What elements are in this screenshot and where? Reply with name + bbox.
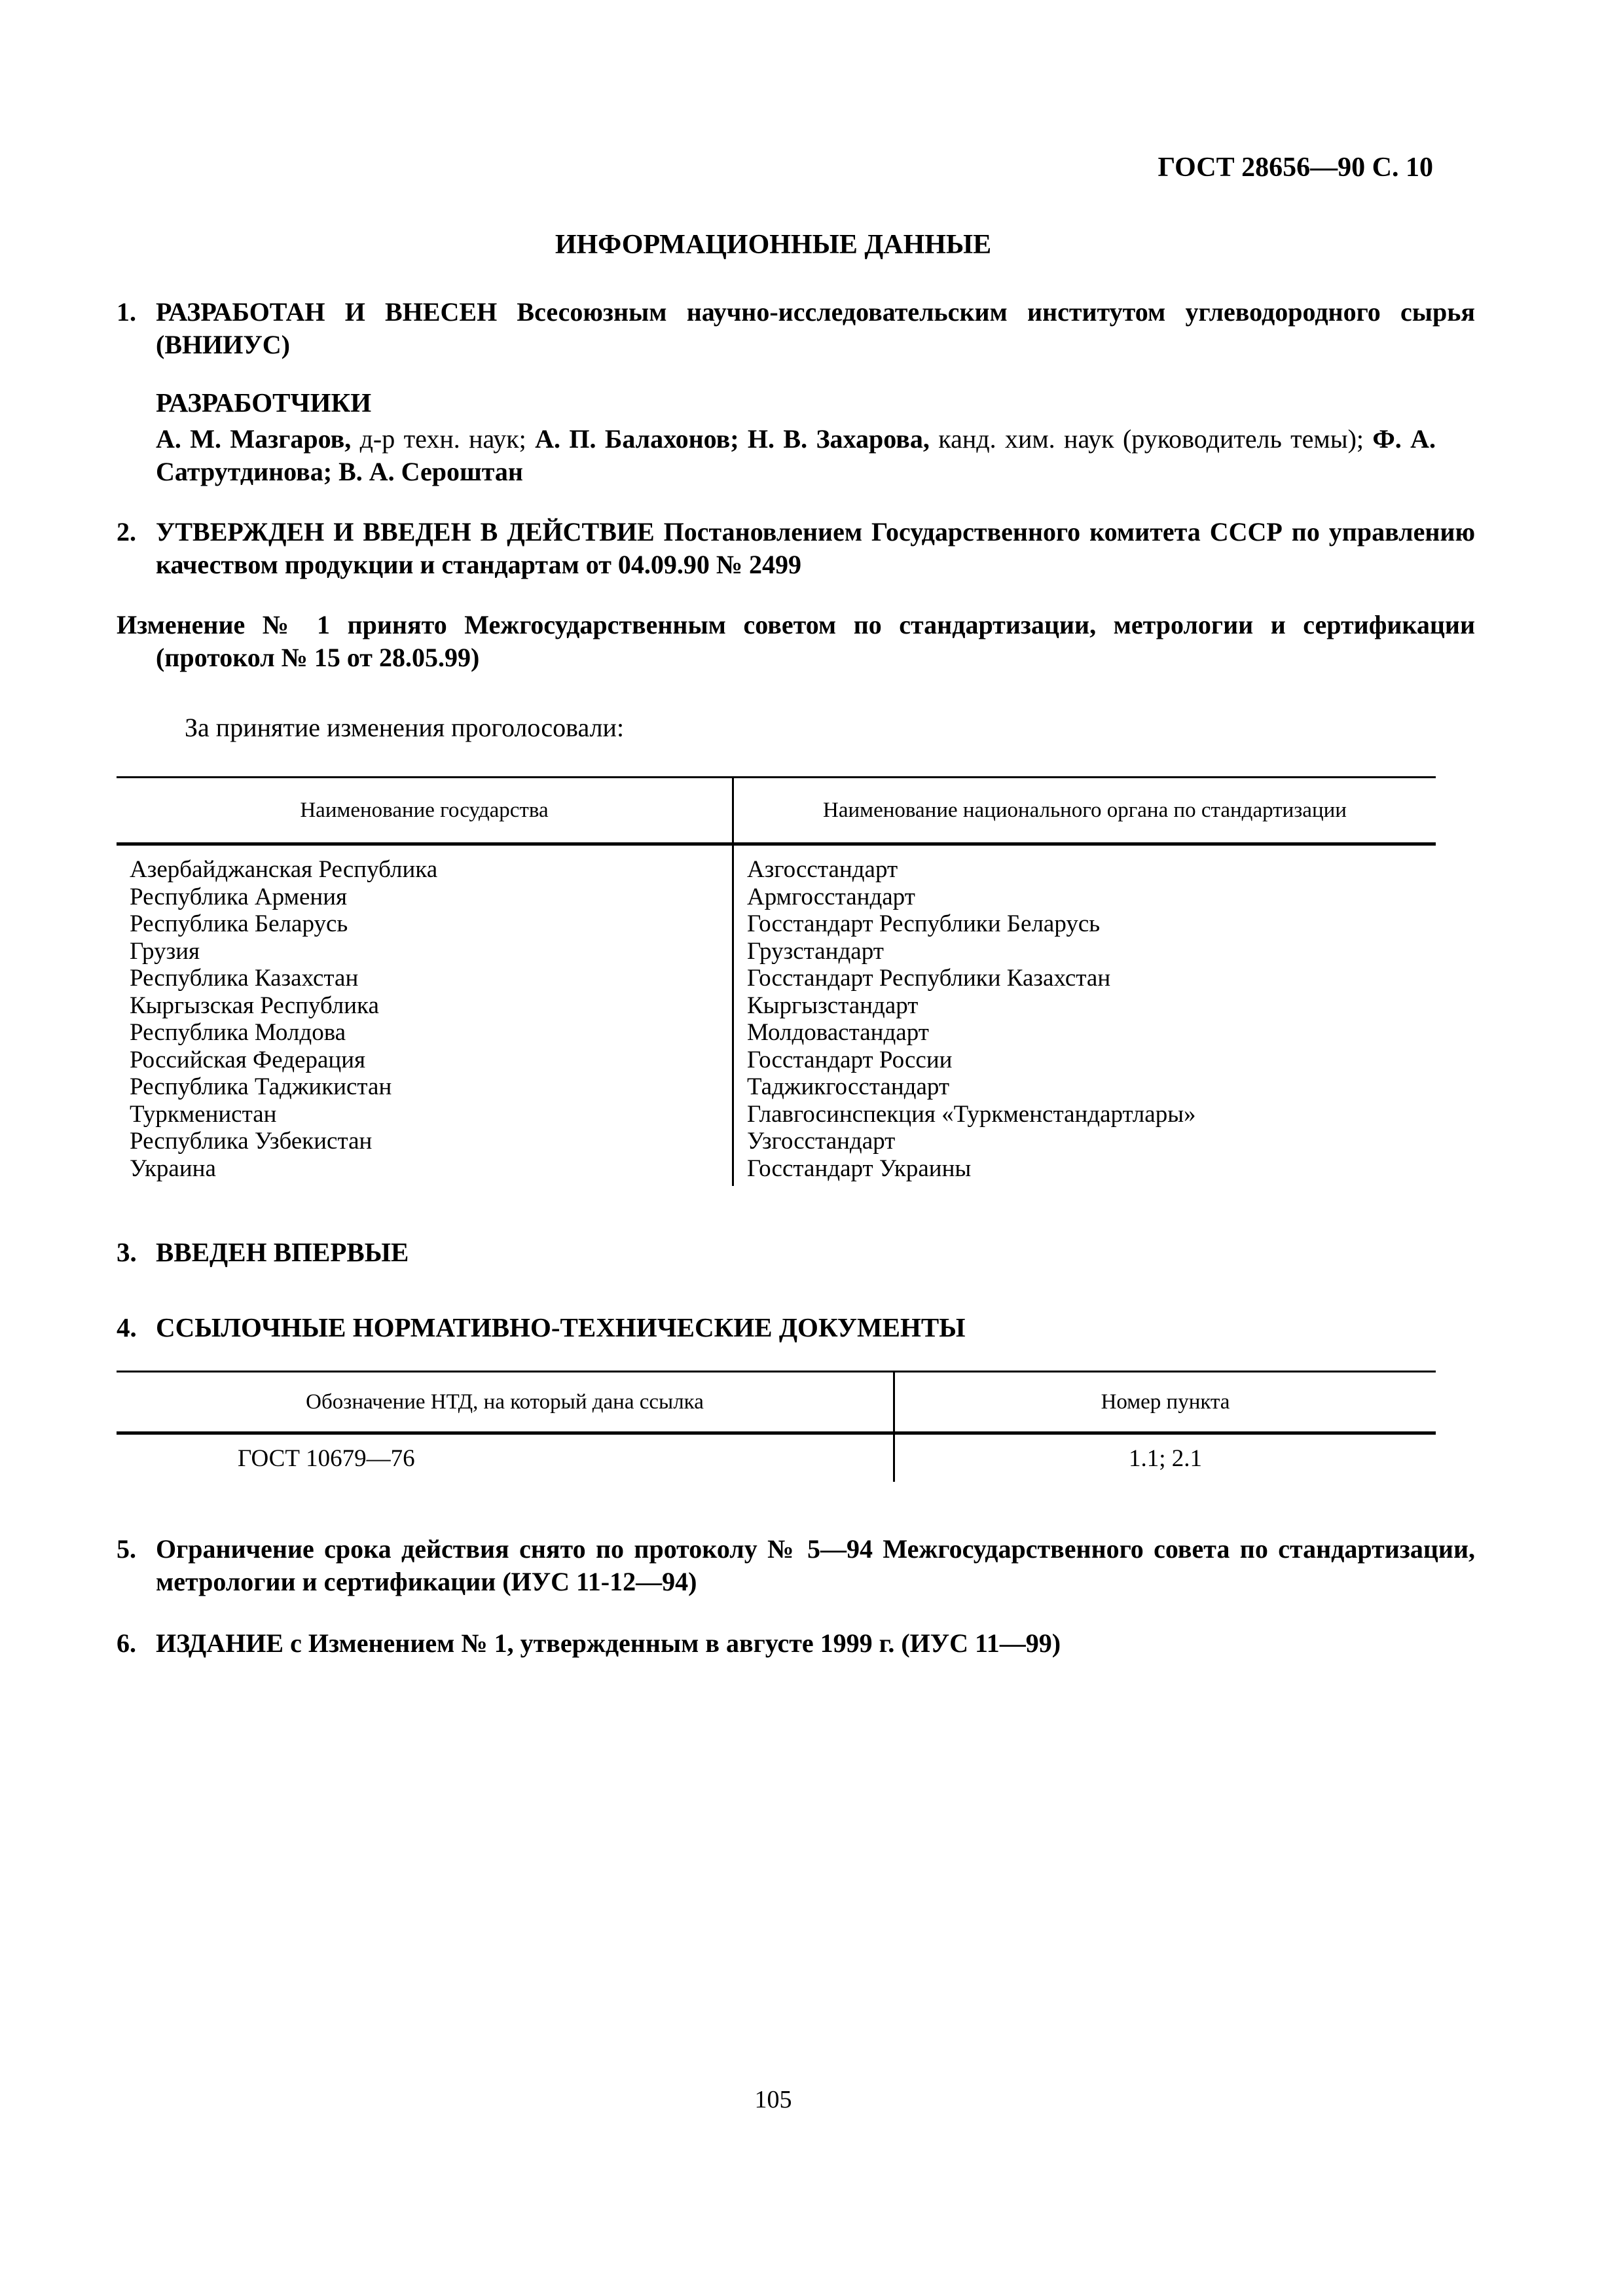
document-reference: ГОСТ 28656—90 С. 10 xyxy=(1158,152,1433,183)
item-1 xyxy=(117,296,1475,361)
column-header-document: Обозначение НТД, на который дана ссылка xyxy=(117,1372,894,1433)
state-cell: Туркменистан xyxy=(117,1101,733,1128)
state-cell: Украина xyxy=(117,1155,733,1187)
references-table xyxy=(117,1371,1436,1482)
item-4-text: ССЫЛОЧНЫЕ НОРМАТИВНО-ТЕХНИЧЕСКИЕ ДОКУМЕНТЫ xyxy=(156,1312,966,1342)
item-6 xyxy=(117,1627,1436,1660)
body-cell: Молдовастандарт xyxy=(747,1019,929,1046)
item-4-number: 4. xyxy=(117,1312,137,1342)
table-row xyxy=(117,938,1436,965)
body-cell: Узгосстандарт xyxy=(747,1128,896,1155)
document-cell: ГОСТ 10679—76 xyxy=(117,1433,894,1482)
table-row xyxy=(117,1433,1436,1482)
table-row xyxy=(117,1128,1436,1155)
references-table-header xyxy=(117,1372,1436,1433)
item-2 xyxy=(117,516,1475,581)
voted-label: За принятие изменения проголосовали: xyxy=(185,713,625,742)
clause-cell: 1.1; 2.1 xyxy=(1128,1444,1203,1472)
state-cell: Республика Молдова xyxy=(117,1019,733,1047)
item-2-lead: УТВЕРЖДЕН И ВВЕДЕН В ДЕЙСТВИЕ xyxy=(156,517,655,547)
body-cell: Таджикгосстандарт xyxy=(747,1073,950,1100)
state-cell: Республика Казахстан xyxy=(117,965,733,992)
item-3-text: ВВЕДЕН ВПЕРВЫЕ xyxy=(156,1237,409,1267)
body-cell: Армгосстандарт xyxy=(747,883,915,910)
table-row xyxy=(117,884,1436,911)
developer-1-name: А. М. Мазгаров, xyxy=(156,424,352,454)
table-row xyxy=(117,844,1436,884)
table-row xyxy=(117,992,1436,1020)
state-cell: Азербайджанская Республика xyxy=(117,844,733,884)
body-cell: Азгосстандарт xyxy=(747,856,898,883)
item-1-number: 1. xyxy=(117,297,136,327)
table-row xyxy=(117,965,1436,992)
developers-list xyxy=(156,423,1436,488)
body-cell: Госстандарт Республики Беларусь xyxy=(747,910,1101,937)
voting-table xyxy=(117,776,1436,1186)
state-cell: Республика Таджикистан xyxy=(117,1073,733,1101)
column-header-clause: Номер пункта xyxy=(894,1372,1436,1433)
item-3-number: 3. xyxy=(117,1237,137,1267)
developers-heading: РАЗРАБОТЧИКИ xyxy=(156,387,372,418)
body-cell: Грузстандарт xyxy=(747,937,884,965)
table-row xyxy=(117,1073,1436,1101)
table-row xyxy=(117,910,1436,938)
developer-1-title: д-р техн. наук; xyxy=(351,424,536,454)
body-cell: Госстандарт России xyxy=(747,1046,953,1073)
column-header-body: Наименование национального органа по стандартизации xyxy=(733,778,1436,844)
state-cell: Российская Федерация xyxy=(117,1047,733,1074)
developer-2-name: А. П. Балахонов; Н. В. Захарова, xyxy=(535,424,930,454)
state-cell: Кыргызская Республика xyxy=(117,992,733,1020)
column-header-state: Наименование государства xyxy=(117,778,733,844)
amendment-text: Изменение № 1 принято Межгосударственным советом по стандартизации, метрологии и сертификации (протокол № 15 от 28.05.99) xyxy=(117,610,1475,672)
developer-3-name: Ф. А. Сатрутдинова; В. А. Сероштан xyxy=(156,424,1436,486)
item-6-text: ИЗДАНИЕ с Изменением № 1, утвержденным в августе 1999 г. (ИУС 11—99) xyxy=(156,1628,1061,1658)
state-cell: Республика Армения xyxy=(117,884,733,911)
item-1-text: Всесоюзным научно-исследовательским институтом углеводородного сырья (ВНИИУС) xyxy=(156,297,1476,359)
item-3 xyxy=(117,1236,1436,1269)
table-row xyxy=(117,1155,1436,1187)
body-cell: Госстандарт Республики Казахстан xyxy=(747,965,1111,992)
state-cell: Республика Узбекистан xyxy=(117,1128,733,1155)
developer-2-title: канд. хим. наук (руководитель темы); xyxy=(929,424,1373,454)
table-row xyxy=(117,1101,1436,1128)
item-4 xyxy=(117,1311,1436,1344)
body-cell: Госстандарт Украины xyxy=(747,1155,972,1182)
item-5 xyxy=(117,1533,1475,1598)
item-2-number: 2. xyxy=(117,517,136,547)
body-cell: Главгосинспекция «Туркменстандартлары» xyxy=(747,1100,1196,1128)
table-row xyxy=(117,1019,1436,1047)
item-1-lead: РАЗРАБОТАН И ВНЕСЕН xyxy=(156,297,498,327)
state-cell: Республика Беларусь xyxy=(117,910,733,938)
item-2-text: Постановлением Государственного комитета СССР по управлению качеством продукции и стандартам от 04.09.90 № 2499 xyxy=(156,517,1476,579)
body-cell: Кыргызстандарт xyxy=(747,992,919,1019)
state-cell: Грузия xyxy=(117,938,733,965)
item-6-number: 6. xyxy=(117,1628,136,1658)
voting-table-header xyxy=(117,778,1436,844)
item-5-text: Ограничение срока действия снято по протоколу № 5—94 Межгосударственного совета по стандартизации, метрологии и сертификации (ИУС 11-12—94) xyxy=(156,1534,1475,1596)
page-number: 105 xyxy=(754,2086,792,2113)
page-title: ИНФОРМАЦИОННЫЕ ДАННЫЕ xyxy=(555,230,992,260)
table-row xyxy=(117,1047,1436,1074)
item-5-number: 5. xyxy=(117,1534,136,1564)
